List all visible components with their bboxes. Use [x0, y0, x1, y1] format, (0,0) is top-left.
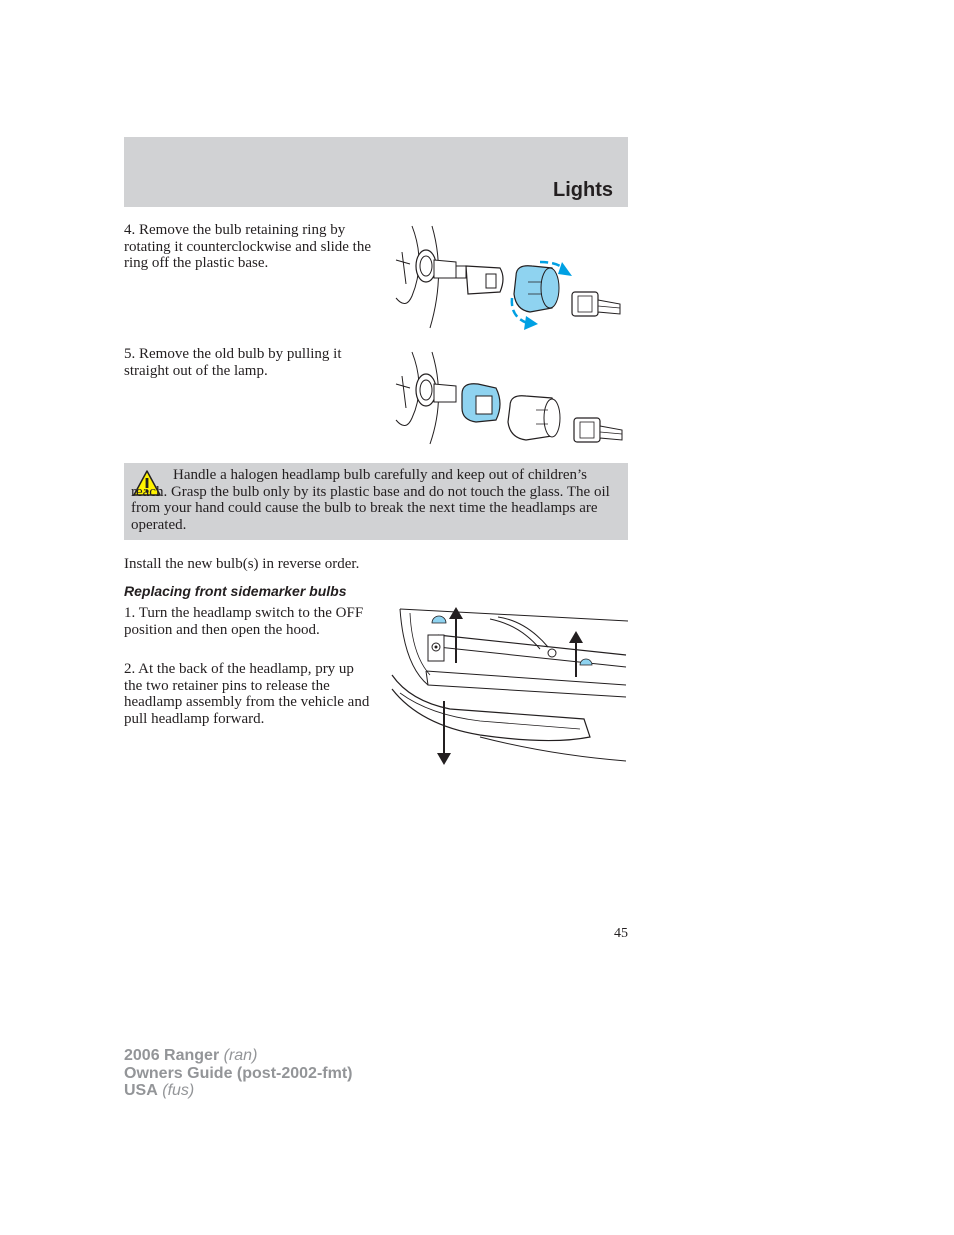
warning-text: Handle a halogen headlamp bulb carefully and keep out of children’s reach. Grasp the bulb only by its plastic base and do not touch the glass. The oil from your hand could cause the bulb to break the next time the headlamps are operated. — [131, 467, 610, 533]
footer-market: USA — [124, 1082, 158, 1099]
sidemarker-step-2-text: 2. At the back of the headlamp, pry up the two retainer pins to release the headlamp assembly from the vehicle and pull headlamp forward. — [124, 661, 370, 727]
step-4-text: 4. Remove the bulb retaining ring by rotating it counterclockwise and slide the ring off the plastic base. — [124, 222, 372, 271]
step-5-text: 5. Remove the old bulb by pulling it straight out of the lamp. — [124, 346, 342, 379]
footer-line-1 — [124, 1047, 352, 1065]
page-number: 45 — [614, 926, 628, 941]
footer-line-2 — [124, 1065, 352, 1083]
section-header — [124, 137, 628, 207]
install-instruction: Install the new bulb(s) in reverse order. — [124, 556, 360, 572]
footer-line-3 — [124, 1082, 352, 1100]
footer-guide: Owners Guide (post-2002-fmt) — [124, 1064, 353, 1082]
bulb-removal-illustration — [392, 348, 628, 448]
section-subheading: Replacing front sidemarker bulbs — [124, 583, 347, 599]
headlamp-retainer-illustration — [390, 605, 628, 767]
document-footer — [124, 1047, 352, 1100]
sidemarker-step-1-text: 1. Turn the headlamp switch to the OFF position and then open the hood. — [124, 605, 364, 638]
footer-market-code: (fus) — [162, 1082, 195, 1099]
footer-model-code: (ran) — [223, 1047, 258, 1064]
retaining-ring-illustration — [392, 222, 628, 332]
footer-model: 2006 Ranger — [124, 1047, 220, 1064]
warning-box — [124, 463, 628, 540]
section-title: Lights — [553, 179, 613, 201]
